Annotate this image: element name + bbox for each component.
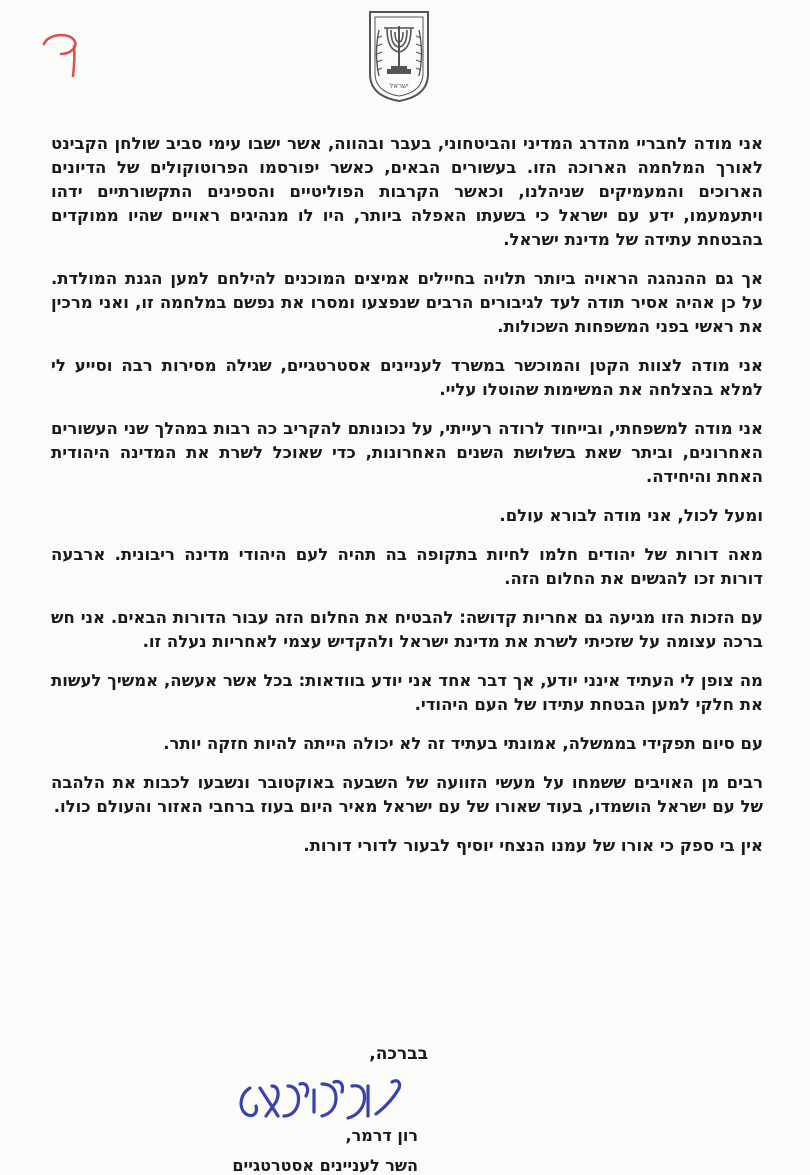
closing-salutation: בברכה, — [369, 1044, 428, 1064]
signer-name: רון דרמר, — [345, 1126, 418, 1145]
paragraph: אני מודה למשפחתי, ובייחוד לרודה רעייתי, על נכונותם להקריב כה רבות במהלך שני העשורים האחרונים, וביתר שאת בשלושת השנים האחרונות, כדי שאוכל לשרת את המדינה היהודית האחת והיחידה. — [51, 419, 763, 486]
paragraph: עם הזכות הזו מגיעה גם אחריות קדושה: להבטיח את החלום הזה עבור הדורות הבאים. אני חש ברכה עצומה על שזכיתי לשרת את מדינת ישראל ולהקדיש עצמי לאחריות נעלה זו. — [51, 608, 763, 651]
paragraph: אני מודה לחבריי מהדרג המדיני והביטחוני, בעבר ובהווה, אשר ישבו עימי סביב שולחן הקבינט לאורך המלחמה הארוכה הזו. בעשורים הבאים, כאשר יפורסמו הפרוטוקולים של הדיונים הארוכים והמעמיקים שניהלנו, וכאשר הקרבות הפוליטיים והספינים התקשורתיים ידהו ויתעמעמו, ידע עם ישראל כי בשעתו האפלה ביותר, היו לו מנהיגים ראויים שהיו ממוקדים בהבטחת עתידה של מדינת ישראל. — [51, 134, 763, 249]
page-number-annotation — [30, 22, 90, 82]
paragraph: ומעל לכול, אני מודה לבורא עולם. — [499, 506, 763, 525]
svg-text:ישראל: ישראל — [389, 82, 409, 90]
paragraph: אני מודה לצוות הקטן והמוכשר במשרד לעניינים אסטרטגיים, שגילה מסירות רבה וסייע לי למלא בהצלחה את המשימות שהוטלו עליי. — [51, 356, 763, 399]
paragraph: מאה דורות של יהודים חלמו לחיות בתקופה בה תהיה לעם היהודי מדינה ריבונית. ארבעה דורות זכו להגשים את החלום הזה. — [51, 545, 763, 588]
signer-title: השר לעניינים אסטרטגיים — [232, 1156, 418, 1175]
paragraph: עם סיום תפקידי בממשלה, אמונתי בעתיד זה לא יכולה הייתה להיות חזקה יותר. — [163, 734, 763, 753]
paragraph: אך גם ההנהגה הראויה ביותר תלויה בחיילים אמיצים המוכנים להילחם למען הגנת המולדת. על כן אהיה אסיר תודה לעד לגיבורים הרבים שנפצעו ומסרו את נפשם במלחמה זו, ואני מרכין את ראשי בפני המשפחות השכולות. — [51, 269, 763, 336]
paragraph: מה צופן לי העתיד אינני יודע, אך דבר אחד אני יודע בוודאות: בכל אשר אעשה, אמשיך לעשות את חלקי למען הבטחת עתידו של העם היהודי. — [51, 671, 763, 714]
paragraph: רבים מן האויבים ששמחו על מעשי הזוועה של השבעה באוקטובר ונשבעו לכבות את הלהבה של עם ישראל הושמדו, בעוד שאורו של עם ישראל מאיר היום בעוז ברחבי האזור והעולם כולו. — [51, 773, 763, 816]
letter-body — [51, 132, 763, 873]
handwritten-signature-icon — [226, 1072, 406, 1132]
paragraph: אין בי ספק כי אורו של עמנו הנצחי יוסיף לבעור לדורי דורות. — [303, 836, 763, 855]
israel-state-emblem-menorah-icon — [362, 8, 436, 104]
